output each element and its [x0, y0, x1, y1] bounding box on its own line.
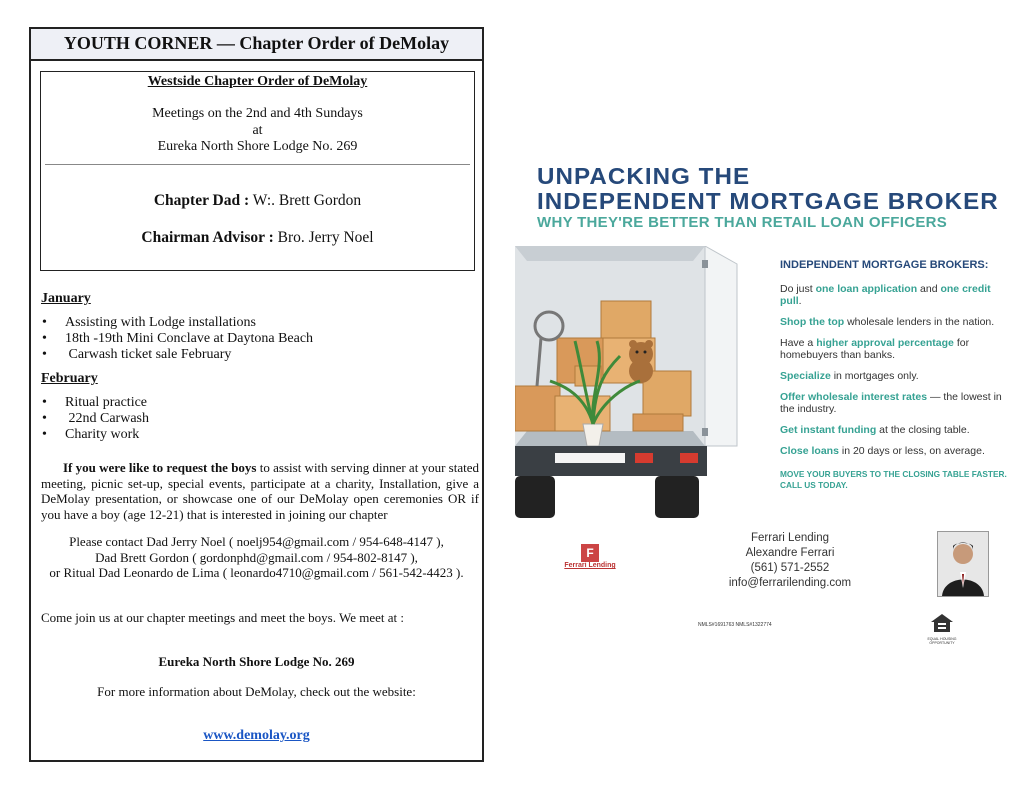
chapter-title: Westside Chapter Order of DeMolay — [147, 74, 368, 89]
equal-housing-icon — [931, 614, 953, 632]
youth-corner-header: YOUTH CORNER — Chapter Order of DeMolay — [31, 29, 482, 61]
mortgage-ad — [515, 146, 1015, 646]
list-item: • Assisting with Lodge installations — [41, 315, 313, 331]
meet-lodge: Eureka North Shore Lodge No. 269 — [158, 654, 355, 669]
benefit-item: Get instant funding at the closing table. — [780, 424, 970, 436]
benefits-panel — [780, 259, 1010, 491]
list-item: • 22nd Carwash — [41, 411, 149, 427]
benefit-item: Shop the top wholesale lenders in the nation. — [780, 316, 995, 328]
potted-plant — [583, 424, 603, 446]
equal-housing-logo — [927, 614, 957, 645]
chairman-advisor-value: Bro. Jerry Noel — [277, 229, 374, 246]
ad-headline-line-1: UNPACKING THE — [537, 163, 751, 189]
logo-mark: F — [581, 544, 599, 562]
chairman-advisor-label: Chairman Advisor : — [141, 229, 274, 246]
box — [515, 386, 560, 431]
chapter-dad-label: Chapter Dad : — [153, 192, 250, 209]
call-to-action: MOVE YOUR BUYERS TO THE CLOSING TABLE FASTER. CALL US TODAY. — [780, 469, 1007, 490]
logo-text: Ferrari Lending — [564, 562, 616, 569]
email-address: info@ferrarilending.com — [728, 577, 852, 589]
january-list — [41, 315, 313, 363]
benefit-item: Close loans in 20 days or less, on average. — [780, 445, 985, 457]
meeting-at: at — [252, 122, 263, 138]
truck-wheel — [655, 476, 699, 518]
chairman-advisor — [41, 229, 474, 247]
ad-subheadline: WHY THEY'RE BETTER THAN RETAIL LOAN OFFICERS — [537, 214, 948, 231]
equal-housing-text: EQUAL HOUSING OPPORTUNITY — [927, 637, 957, 645]
website-row — [31, 727, 482, 744]
box — [633, 414, 683, 431]
person-name: Alexandre Ferrari — [745, 547, 835, 559]
list-item: • Ritual practice — [41, 395, 149, 411]
headshot-photo — [937, 531, 989, 597]
ad-headline-line-2: INDEPENDENT MORTGAGE BROKER — [537, 188, 999, 214]
request-lead: If you were like to request the boys — [63, 460, 257, 475]
ferrari-lending-logo — [555, 544, 625, 569]
benefit-item: Do just one loan application and one credit pull. — [780, 283, 991, 307]
truck-door — [705, 246, 737, 446]
january-heading: January — [41, 291, 91, 306]
contact-line: or Ritual Dad Leonardo de Lima ( leonardo4710@gmail.com / 561-542-4423 ). — [49, 565, 464, 580]
nmls-numbers: NMLS#1691763 NMLS#1322774 — [698, 622, 772, 628]
youth-corner-panel — [29, 27, 484, 762]
meeting-lodge: Eureka North Shore Lodge No. 269 — [157, 139, 358, 154]
february-heading: February — [41, 371, 98, 386]
ad-headline — [537, 164, 999, 214]
phone-number: (561) 571-2552 — [750, 562, 830, 574]
contact-line: Please contact Dad Jerry Noel ( noelj954@gmail.com / 954-648-4147 ), — [69, 534, 444, 549]
contact-card — [715, 531, 865, 591]
list-item: • 18th -19th Mini Conclave at Daytona Beach — [41, 331, 313, 347]
february-list — [41, 395, 149, 443]
chapter-dad — [41, 192, 474, 210]
more-info-text: For more information about DeMolay, check out the website: — [97, 684, 416, 699]
request-paragraph — [41, 460, 479, 522]
benefits-heading: INDEPENDENT MORTGAGE BROKERS: — [780, 259, 989, 271]
box — [601, 301, 651, 341]
moving-truck-illustration — [515, 246, 765, 521]
list-item: • Carwash ticket sale February — [41, 347, 313, 363]
list-item: • Charity work — [41, 427, 149, 443]
company-name: Ferrari Lending — [751, 532, 829, 544]
website-link[interactable]: www.demolay.org — [203, 728, 310, 743]
benefit-item: Have a higher approval percentage for homebuyers than banks. — [780, 337, 970, 361]
chapter-divider — [45, 164, 470, 165]
meeting-schedule: Meetings on the 2nd and 4th Sundays — [152, 106, 363, 121]
truck-wheel — [515, 476, 555, 518]
chapter-info-box — [40, 71, 475, 271]
request-body: to assist with serving dinner at your stated meeting, picnic set-up, special events, participate at a charity, Installation, give a DeMolay presentation, or showcase one of our DeMolay open ceremonies OR if you have a boy (age 12-21) that is interested in joining our chapter — [41, 460, 479, 522]
join-text: Come join us at our chapter meetings and meet the boys. We meet at : — [41, 610, 404, 625]
contact-block — [31, 534, 482, 581]
benefit-item: Specialize in mortgages only. — [780, 370, 919, 382]
chapter-dad-value: W:. Brett Gordon — [252, 192, 362, 209]
contact-line: Dad Brett Gordon ( gordonphd@gmail.com / 954-802-8147 ), — [95, 549, 418, 565]
benefit-item: Offer wholesale interest rates — the lowest in the industry. — [780, 391, 1002, 415]
